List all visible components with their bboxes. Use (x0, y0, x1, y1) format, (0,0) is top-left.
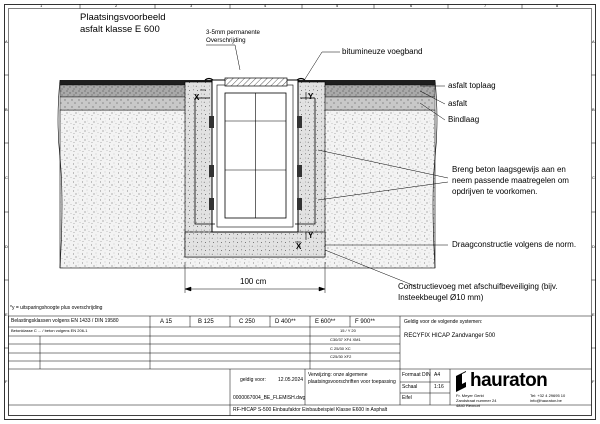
load-class-label: Belastingsklassen volgens EN 1433 / DIN 19580 (11, 318, 119, 324)
class-b125: B 125 (198, 319, 214, 325)
grid-row-f-right: F (592, 379, 595, 384)
dimension-label: 100 cm (240, 277, 267, 286)
marker-y-top: Y (308, 92, 314, 101)
brand-logo: hauraton (470, 370, 548, 391)
grid-row-d-right: D (592, 244, 595, 249)
grid-row-c: C (5, 175, 8, 180)
grid-row-f: F (5, 379, 8, 384)
address-line1: Fr. Meyer Gerkt (456, 393, 484, 398)
drawing-title-line2: asfalt klasse E 600 (80, 24, 160, 35)
applies-label: Geldig voor de volgende systemen: (404, 319, 483, 325)
grid-col-8: 8 (556, 3, 559, 8)
joint-label-line1: 3-5mm permanente (206, 29, 260, 36)
concrete-row5-value: C25/30 XF2 (330, 354, 352, 359)
drawing-title-line1: Plaatsingsvoorbeeld (80, 12, 166, 23)
unit-value: Eifel (402, 395, 412, 401)
class-c250: C 250 (239, 319, 256, 325)
footer-description: RF-HICAP S-500 Einbaufaktor Einbaubeispiel Klasse E600 in Asphalt (233, 407, 388, 413)
grid-row-e: E (5, 312, 8, 317)
grid-row-b-right: B (592, 107, 595, 112)
email: info@hauraton.be (530, 398, 562, 403)
construction-joint-line2: Insteekbeugel Ø10 mm) (398, 293, 484, 302)
marker-x-bottom: X (296, 242, 302, 251)
grid-row-b: B (5, 107, 8, 112)
marker-x-top: X (194, 93, 200, 102)
grid-col-6: 6 (410, 3, 413, 8)
class-d400: D 400** (275, 319, 296, 325)
construction-joint-line1: Constructievoeg met afschuifbeveiliging (bijv. (398, 282, 558, 291)
grid-row-a-right: A (592, 39, 595, 44)
system-name: RECYFIX HICAP Zandvanger 500 (404, 333, 496, 339)
format-value: A4 (434, 372, 441, 378)
description-line1: Verwijzing: onze algemene (308, 372, 368, 378)
scale-value: 1:16 (434, 384, 444, 390)
valid-from-date: 12.05.2024 (278, 377, 304, 383)
footnote: *y = uitsparingshoogte plus overschrijding (10, 305, 103, 311)
marker-y-bottom: Y (308, 231, 314, 240)
valid-from-label: geldig voor: (240, 377, 266, 383)
concrete-row3-value: C30/37 XF4 XM1 (330, 337, 361, 342)
grid-row-c-right: C (592, 175, 595, 180)
phone: Tel: +32 4 29695 10 (530, 393, 566, 398)
class-a15: A 15 (160, 319, 173, 325)
grid-col-2: 2 (115, 3, 118, 8)
grid-col-4: 4 (264, 3, 267, 8)
grid-row-e-right: E (592, 312, 595, 317)
concrete-note-line3: opdrijven te voorkomen. (452, 187, 538, 196)
binder-label: Bindlaag (448, 115, 480, 124)
grid-col-7: 7 (484, 3, 487, 8)
bitumen-label: bitumineuze voegband (342, 47, 423, 56)
concrete-note-line2: neem passende maatregelen om (452, 176, 569, 185)
description-line2: plaatsingsvoorschriften voor toepassing (308, 379, 396, 385)
grate (225, 78, 287, 86)
concrete-row4-value: C 25/30 XC (330, 346, 351, 351)
asphalt-label: asfalt (448, 99, 468, 108)
class-f900: F 900** (355, 319, 376, 325)
joint-label-line2: Overschrijding (206, 37, 246, 44)
address-line2: Zandstraat nummer 24 (456, 398, 497, 403)
grid-col-5: 5 (336, 3, 339, 8)
drawing-number: 0000067004_BE_FLEMISH.dwg (233, 395, 306, 401)
scale-label: Schaal (402, 384, 418, 390)
grid-row-d: D (5, 244, 8, 249)
hauraton-logo-mark (456, 371, 468, 392)
format-label: Formaat DIN (402, 372, 431, 378)
grid-col-1: 1 (40, 3, 43, 8)
concrete-note-line1: Breng beton laagsgewijs aan en (452, 165, 566, 174)
address-line3: 4840 Rexnort (456, 403, 481, 408)
grid-row-a: A (5, 39, 8, 44)
foundation-label: Draagconstructie volgens de norm. (452, 240, 577, 249)
class-e600: E 600** (315, 319, 336, 325)
concrete-class-label: Betonklasse C ... / beton volgens EN 206-1 (11, 328, 88, 333)
asphalt-top-label: asfalt toplaag (448, 81, 496, 90)
grid-col-3: 3 (190, 3, 193, 8)
concrete-row2-value: 15 / Y 20 (340, 328, 356, 333)
